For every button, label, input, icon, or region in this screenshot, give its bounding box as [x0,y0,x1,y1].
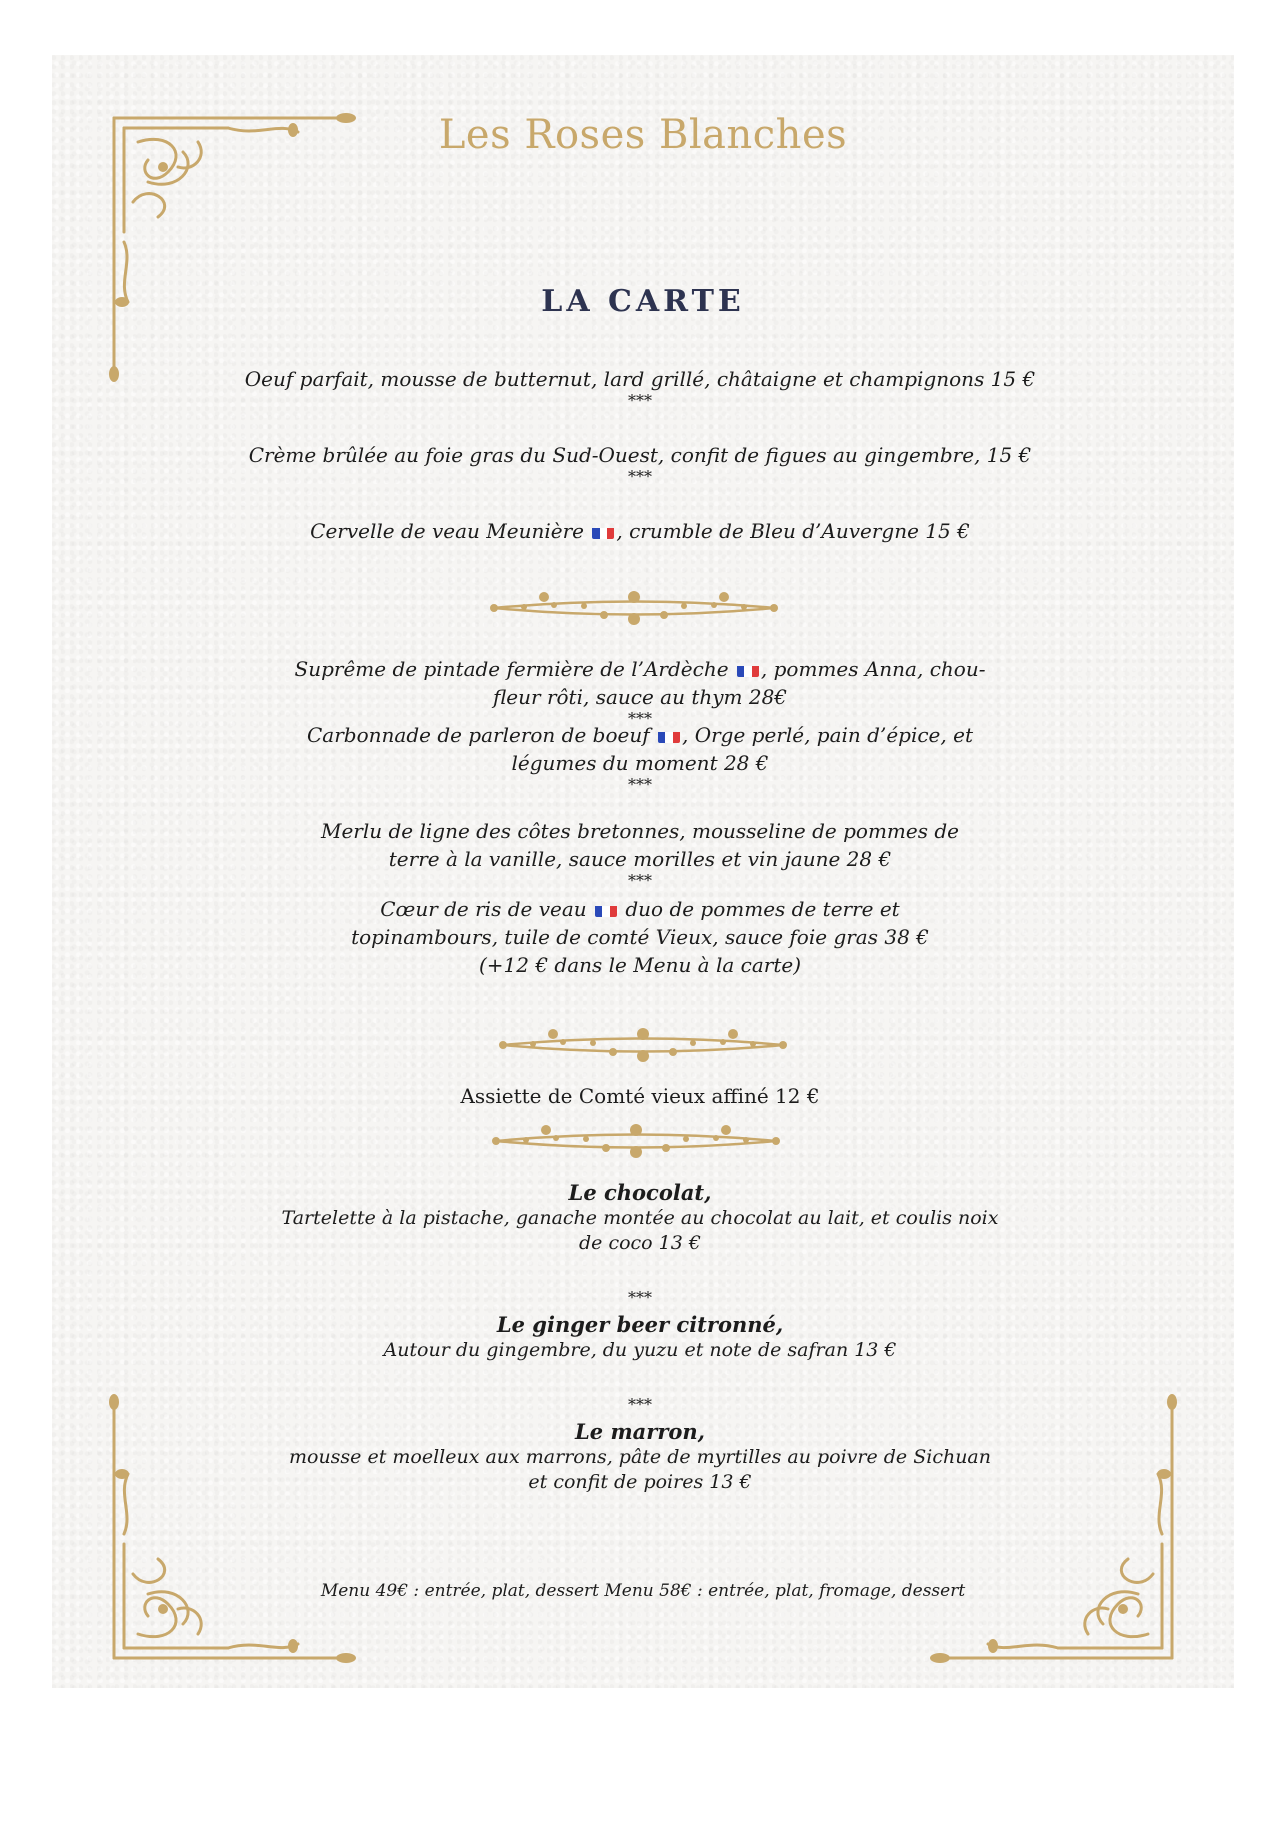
floral-divider [486,1118,786,1164]
section-title: LA CARTE [541,284,745,319]
dessert-title: Le ginger beer citronné, [496,1312,784,1337]
separator: *** [628,1288,652,1307]
menu-prices-footer: Menu 49€ : entrée, plat, dessert Menu 58€ : entrée, plat, fromage, dessert [320,1581,966,1601]
main-item: Suprême de pintade fermière de l’Ardèche , pommes Anna, chou- fleur rôti, sauce au thym 28€ [294,657,986,709]
starter-item: Oeuf parfait, mousse de butternut, lard grillé, châtaigne et champignons 15 € [244,367,1036,391]
dessert-title: Le chocolat, [568,1180,712,1205]
main-item: Cœur de ris de veau duo de pommes de terre et topinambours, tuile de comté Vieux, sauce foie gras 38 € (+12 € dans le Menu à la carte) [351,897,929,977]
main-item: Merlu de ligne des côtes bretonnes, mousseline de pommes de terre à la vanille, sauce morilles et vin jaune 28 € [320,819,959,871]
separator: *** [628,871,652,890]
main-item: Carbonnade de parleron de boeuf , Orge perlé, pain d’épice, et légumes du moment 28 € [307,723,973,775]
separator: *** [628,709,652,728]
dessert-description: Autour du gingembre, du yuzu et note de safran 13 € [383,1339,897,1361]
french-flag-icon [737,661,759,677]
floral-divider [484,585,784,631]
separator: *** [628,467,652,486]
french-flag-icon [595,901,617,917]
floral-divider [493,1022,793,1068]
dessert-title: Le marron, [575,1419,705,1444]
mains-section [190,655,1090,979]
dessert-description: Tartelette à la pistache, ganache montée au chocolat au lait, et coulis noix de coco 13 € [281,1207,999,1254]
dessert-description: mousse et moelleux aux marrons, pâte de myrtilles au poivre de Sichuan et confit de poires 13 € [288,1446,991,1493]
starters-section [190,365,1090,545]
starter-item: Crème brûlée au foie gras du Sud-Ouest, confit de figues au gingembre, 15 € [248,443,1032,467]
separator: *** [628,775,652,794]
french-flag-icon [592,523,614,539]
restaurant-name: Les Roses Blanches [438,112,848,158]
french-flag-icon [658,727,680,743]
cheese-item: Assiette de Comté vieux affiné 12 € [460,1084,820,1108]
desserts-section [190,1180,1090,1495]
cheese-section [190,1082,1090,1110]
separator: *** [628,1395,652,1414]
separator: *** [628,391,652,410]
starter-item: Cervelle de veau Meunière , crumble de Bleu d’Auvergne 15 € [310,519,970,543]
